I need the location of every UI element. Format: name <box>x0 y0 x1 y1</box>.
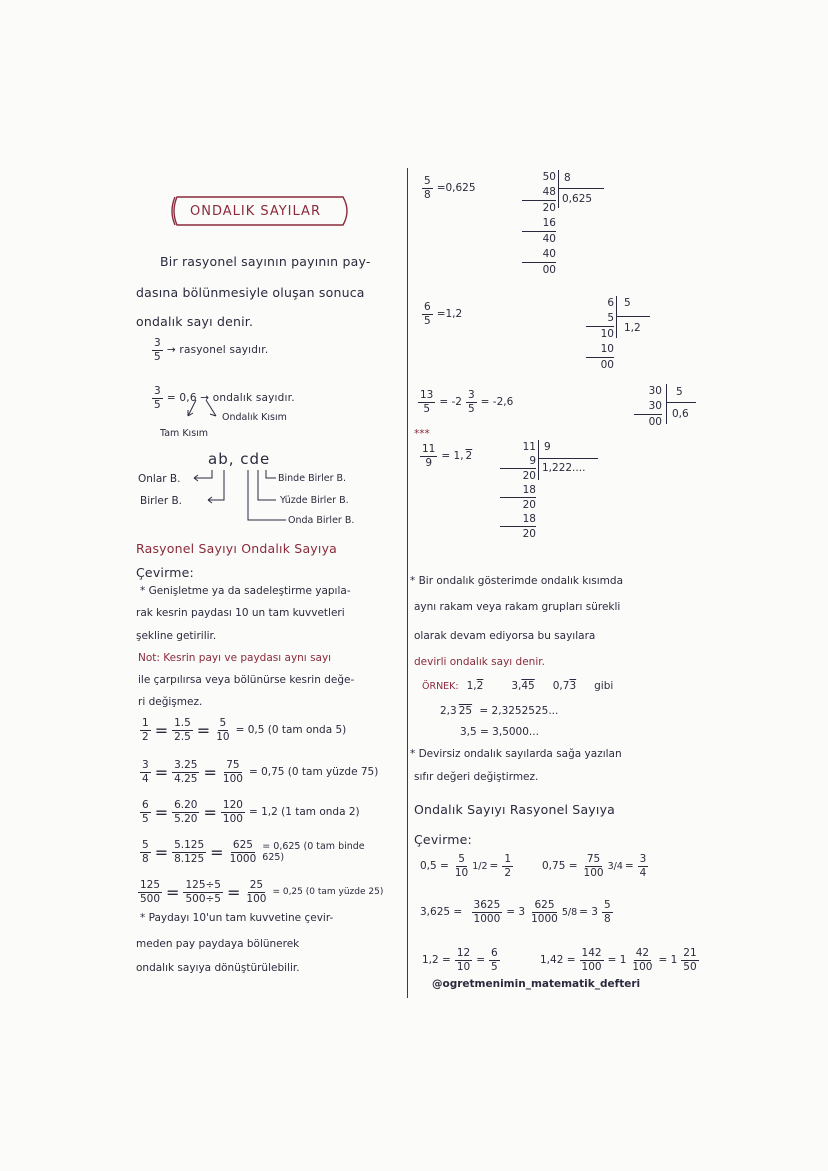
place-value-number: ab, cde <box>208 450 271 468</box>
long-division-3: 30 30 00 <box>634 384 662 430</box>
fraction: $\frac{3}{5}$ <box>154 385 161 411</box>
long-division-2: 6 5 10 10 00 <box>586 296 614 373</box>
example-expansion-2: 3,5 = 3,5000... <box>460 726 539 738</box>
example-row-5: $\frac{125}{500}$ = $\frac{125\div 5}{500\div 5}$ = $\frac{25}{100}$ = 0,25 (0 tam yüzde 25) <box>140 879 384 905</box>
note-line-3: ri değişmez. <box>138 696 203 708</box>
repeating-rule-2: aynı rakam veya rakam grupları sürekli <box>414 601 621 613</box>
division-bar <box>538 458 598 459</box>
birler-label: Birler B. <box>140 495 183 507</box>
tam-kisim-label: Tam Kısım <box>160 428 209 439</box>
yuzde-label: Yüzde Birler B. <box>280 495 349 506</box>
example-decimal: $\frac{3}{5}$ = 0,6 → ondalık sayıdır. <box>154 385 295 411</box>
rule-line-1: * Genişletme ya da sadeleştirme yapıla- <box>140 585 351 597</box>
payda-rule-2: meden pay paydaya bölünerek <box>136 938 300 950</box>
divisor: 9 <box>544 441 551 453</box>
stars: *** <box>414 428 430 440</box>
note-line-1: Not: Kesrin payı ve paydası aynı sayı <box>138 652 332 664</box>
division-bar <box>666 384 667 424</box>
division-example-1: $\frac{5}{8}$ =0,625 <box>424 175 476 201</box>
division-bar <box>538 440 539 480</box>
fraction: $\frac{3}{5}$ <box>154 337 161 363</box>
examples-row: ÖRNEK: 1,2 3,45 0,73 gibi <box>422 680 614 692</box>
non-repeating-rule-2: sıfır değeri değiştirmez. <box>414 771 539 783</box>
example-row-2: $\frac{3}{4}$ = $\frac{3.25}{4.25}$ = $\frac{75}{100}$ = 0,75 (0 tam yüzde 75) <box>142 759 379 785</box>
page-title: ONDALIK SAYILAR <box>190 204 321 219</box>
conversion-row-2: 0,75 = $\frac{75}{100}$ 3/4 = $\frac{3}{4}$ <box>542 853 647 879</box>
divisor: 5 <box>676 386 683 398</box>
division-example-3: $\frac{13}{5}$ = -2 $\frac{3}{5}$ = -2,6 <box>420 389 514 415</box>
conversion-row-1: 0,5 = $\frac{5}{10}$ 1/2 = $\frac{1}{2}$ <box>420 853 512 879</box>
long-division-1: 50 48 20 16 40 40 00 <box>522 170 556 278</box>
repeating-rule-4: devirli ondalık sayı denir. <box>414 656 545 668</box>
example-rational: $\frac{3}{5}$ → rasyonel sayıdır. <box>154 337 269 363</box>
example-row-4: $\frac{5}{8}$ = $\frac{5.125}{8.125}$ = $\frac{625}{1000}$ = 0,625 (0 tam binde 625) <box>142 839 365 865</box>
conversion-row-4: 1,2 = $\frac{12}{10}$ = $\frac{6}{5}$ <box>422 947 498 973</box>
note-line-2: ile çarpılırsa veya bölünürse kesrin değe- <box>138 674 355 686</box>
rule-line-3: şekline getirilir. <box>136 630 217 642</box>
conversion-row-5: 1,42 = $\frac{142}{100}$ = 1 $\frac{42}{100}$ = 1 $\frac{21}{50}$ <box>540 947 697 973</box>
long-division-4: 11 9 20 18 20 18 20 <box>500 440 536 541</box>
example-row-1: $\frac{1}{2}$ = $\frac{1.5}{2.5}$ = $\frac{5}{10}$ = 0,5 (0 tam onda 5) <box>142 717 347 743</box>
division-bar <box>558 188 604 189</box>
divisor: 8 <box>564 172 571 184</box>
rule-line-2: rak kesrin paydası 10 un tam kuvvetleri <box>136 607 345 619</box>
non-repeating-rule-1: * Devirsiz ondalık sayılarda sağa yazılan <box>410 748 622 760</box>
ondalik-kisim-label: Ondalık Kısım <box>222 412 287 423</box>
conversion-title-1: Rasyonel Sayıyı Ondalık Sayıya <box>136 541 338 556</box>
division-example-2: $\frac{6}{5}$ =1,2 <box>424 301 463 327</box>
binde-label: Binde Birler B. <box>278 473 347 484</box>
repeating-rule-3: olarak devam ediyorsa bu sayılara <box>414 630 596 642</box>
quotient: 0,6 <box>672 408 689 420</box>
division-example-4: $\frac{11}{9}$ = 1, 2 <box>422 443 473 469</box>
division-bar <box>666 402 696 403</box>
example-row-3: $\frac{6}{5}$ = $\frac{6.20}{5.20}$ = $\frac{120}{100}$ = 1,2 (1 tam onda 2) <box>142 799 360 825</box>
onda-label: Onda Birler B. <box>288 515 355 526</box>
conversion-title-2: Çevirme: <box>136 565 194 580</box>
repeating-rule-1: * Bir ondalık gösterimde ondalık kısımda <box>410 575 623 587</box>
definition-line-1: Bir rasyonel sayının payının pay- <box>160 254 371 269</box>
quotient: 1,222.... <box>542 462 586 474</box>
definition-line-2: dasına bölünmesiyle oluşan sonuca <box>136 285 365 300</box>
column-divider <box>407 168 408 998</box>
quotient: 0,625 <box>562 193 593 205</box>
division-bar <box>616 316 650 317</box>
divisor: 5 <box>624 297 631 309</box>
payda-rule-3: ondalık sayıya dönüştürülebilir. <box>136 962 300 974</box>
definition-line-3: ondalık sayı denir. <box>136 314 254 329</box>
onlar-label: Onlar B. <box>138 473 181 485</box>
conversion-row-3: 3,625 = $\frac{3625}{1000}$ = 3 $\frac{625}{1000}$ 5/8 = 3 $\frac{5}{8}$ <box>420 899 611 925</box>
quotient: 1,2 <box>624 322 641 334</box>
author-handle: @ogretmenimin_matematik_defteri <box>432 978 641 990</box>
place-value-arrows <box>186 468 286 532</box>
conversion2-title-1: Ondalık Sayıyı Rasyonel Sayıya <box>414 802 616 817</box>
conversion2-title-2: Çevirme: <box>414 832 472 847</box>
payda-rule-1: * Paydayı 10'un tam kuvvetine çevir- <box>140 912 334 924</box>
example-expansion-1: 2,3 25 = 2,3252525... <box>440 705 559 717</box>
